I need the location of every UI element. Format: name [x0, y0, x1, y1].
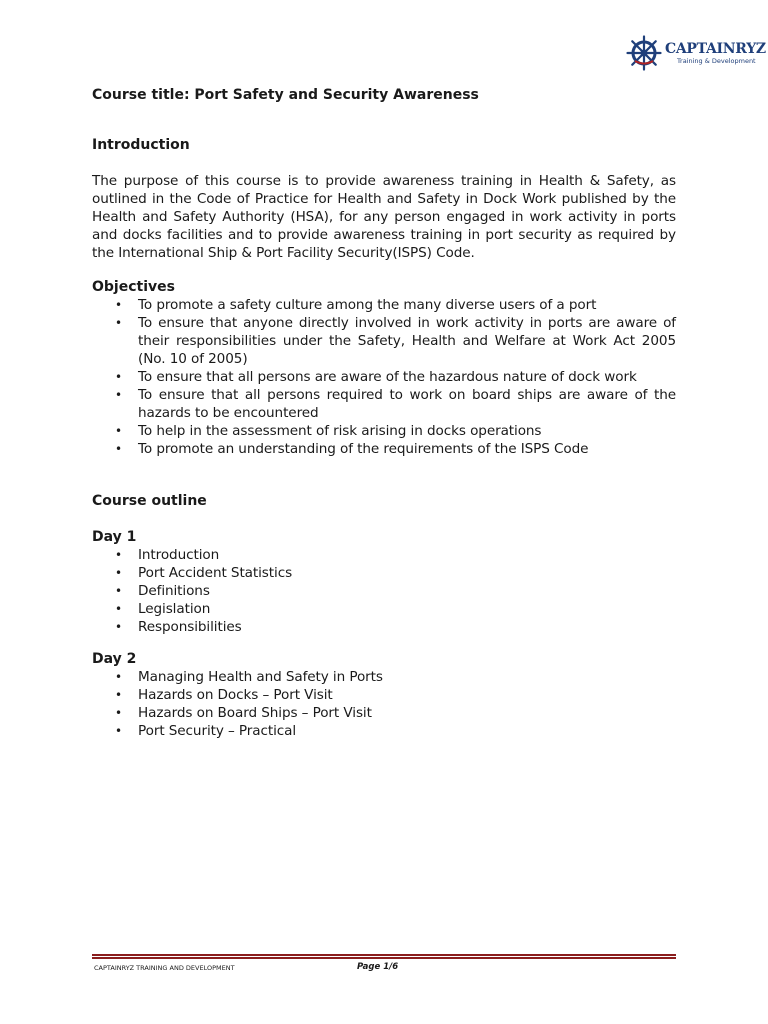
- topic-text: Managing Health and Safety in Ports: [138, 669, 383, 685]
- bullet-icon: •: [115, 706, 122, 720]
- list-item: [92, 722, 676, 740]
- list-item: [92, 422, 676, 440]
- list-item: [92, 440, 676, 458]
- objective-text: To ensure that anyone directly involved in work activity in ports are aware of their responsibilities under the Safety, Health and Welfare at Work Act 2005 (No. 10 of 2005): [138, 315, 676, 367]
- list-item: [92, 564, 676, 582]
- day2-list: [92, 668, 676, 740]
- list-item: [92, 546, 676, 564]
- topic-text: Legislation: [138, 601, 211, 617]
- bullet-icon: •: [115, 670, 122, 684]
- list-item: [92, 368, 676, 386]
- document-body: [92, 86, 676, 740]
- bullet-icon: •: [115, 442, 122, 456]
- list-item: [92, 314, 676, 368]
- objective-text: To ensure that all persons required to work on board ships are aware of the hazards to be encountered: [138, 387, 676, 421]
- page-number: Page 1/6: [357, 962, 399, 972]
- objective-text: To promote a safety culture among the many diverse users of a port: [138, 297, 597, 313]
- day2-heading: Day 2: [92, 651, 137, 667]
- bullet-icon: •: [115, 584, 122, 598]
- day1-list: [92, 546, 676, 636]
- topic-text: Port Accident Statistics: [138, 565, 293, 581]
- logo-tagline: Training & Development: [677, 56, 756, 65]
- ship-wheel-icon: [626, 35, 662, 71]
- topic-text: Hazards on Board Ships – Port Visit: [138, 705, 372, 721]
- introduction-paragraph: The purpose of this course is to provide awareness training in Health & Safety, as outlined in the Code of Practice for Health and Safety in Dock Work published by the Health and Safety Authority (HSA), for any person engaged in work activity in ports and docks facilities and to provide awareness training in port security as required by the International Ship & Port Facility Security(ISPS) Code.: [92, 173, 676, 261]
- logo-name: CAPTAINRYZ: [665, 40, 766, 57]
- list-item: [92, 600, 676, 618]
- list-item: [92, 582, 676, 600]
- footer-divider: [92, 954, 676, 959]
- list-item: [92, 704, 676, 722]
- list-item: [92, 668, 676, 686]
- topic-text: Hazards on Docks – Port Visit: [138, 687, 333, 703]
- objective-text: To promote an understanding of the requirements of the ISPS Code: [138, 441, 589, 457]
- captainryz-logo: [626, 24, 766, 82]
- bullet-icon: •: [115, 548, 122, 562]
- topic-text: Port Security – Practical: [138, 723, 297, 739]
- bullet-icon: •: [115, 566, 122, 580]
- introduction-heading: Introduction: [92, 137, 190, 153]
- course-title: Course title: Port Safety and Security Awareness: [92, 87, 479, 103]
- bullet-icon: •: [115, 688, 122, 702]
- day1-heading: Day 1: [92, 529, 137, 545]
- topic-text: Responsibilities: [138, 619, 242, 635]
- bullet-icon: •: [115, 316, 122, 330]
- bullet-icon: •: [115, 298, 122, 312]
- course-outline-heading: Course outline: [92, 493, 207, 509]
- topic-text: Introduction: [138, 547, 220, 563]
- list-item: [92, 386, 676, 422]
- bullet-icon: •: [115, 424, 122, 438]
- objective-text: To ensure that all persons are aware of the hazardous nature of dock work: [138, 369, 637, 385]
- list-item: [92, 296, 676, 314]
- objectives-list: [92, 296, 676, 458]
- bullet-icon: •: [115, 370, 122, 384]
- bullet-icon: •: [115, 602, 122, 616]
- list-item: [92, 618, 676, 636]
- bullet-icon: •: [115, 620, 122, 634]
- list-item: [92, 686, 676, 704]
- bullet-icon: •: [115, 724, 122, 738]
- footer-company: CAPTAINRYZ TRAINING AND DEVELOPMENT: [94, 964, 235, 972]
- objective-text: To help in the assessment of risk arising in docks operations: [138, 423, 542, 439]
- topic-text: Definitions: [138, 583, 210, 599]
- objectives-heading: Objectives: [92, 279, 175, 295]
- bullet-icon: •: [115, 388, 122, 402]
